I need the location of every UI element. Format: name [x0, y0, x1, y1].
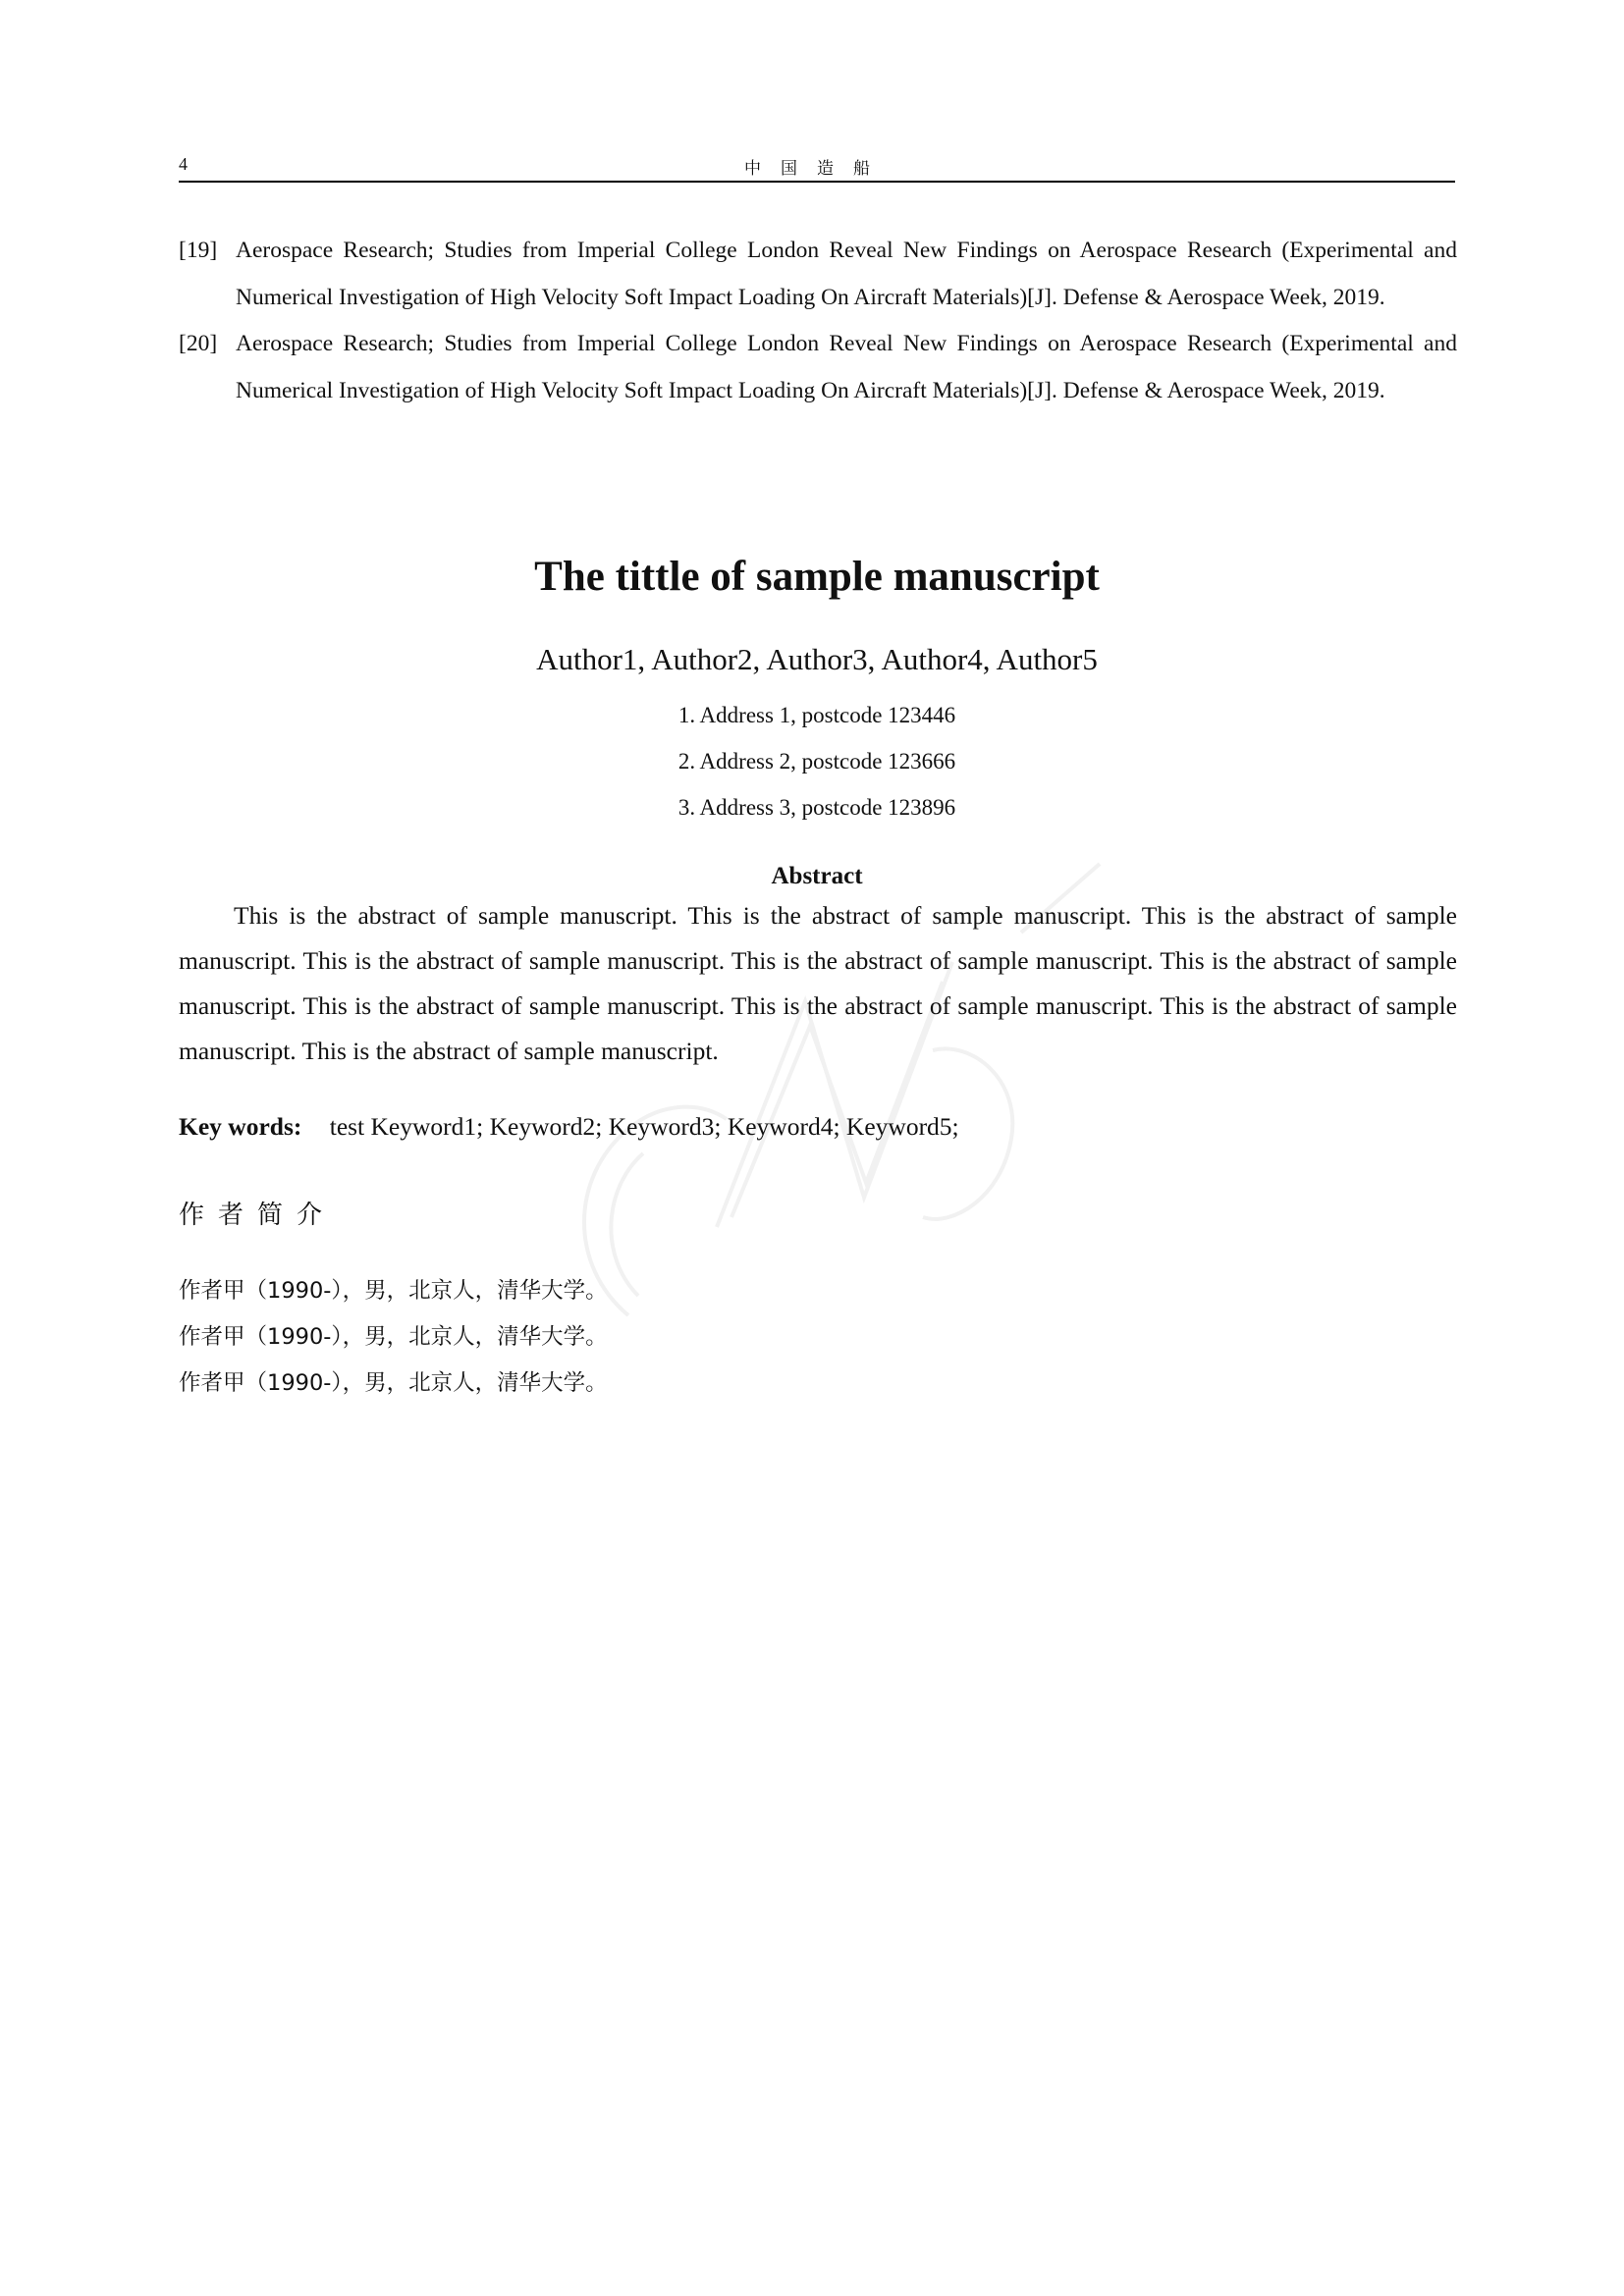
keywords	[179, 1107, 1455, 1147]
page-number: 4	[179, 154, 188, 174]
keywords-label: Key words:	[179, 1112, 302, 1141]
reference-item	[179, 321, 1457, 414]
author-bio-line: 作者甲（1990-），男，北京人，清华大学。	[179, 1370, 608, 1396]
reference-number: [20]	[179, 331, 218, 356]
header-rule	[179, 181, 1455, 183]
affiliation-address: 2. Address 2, postcode 123666	[677, 749, 956, 774]
author-bio-line: 作者甲（1990-），男，北京人，清华大学。	[179, 1278, 608, 1304]
abstract-heading: Abstract	[771, 863, 863, 889]
author-bio-list	[179, 1268, 1062, 1407]
reference-list	[179, 228, 1457, 414]
affiliation-list	[179, 692, 1455, 830]
affiliation-address: 1. Address 1, postcode 123446	[677, 703, 956, 727]
paper-title: The tittle of sample manuscript	[534, 554, 1100, 600]
abstract-body: This is the abstract of sample manuscript. This is the abstract of sample manuscript. This is the abstract of sample manuscript. This is the abstract of sample manuscript. This is the abstract of sample manuscript. This is the abstract of sample manuscript. This is the abstract of sample manuscript. This is the abstract of sample manuscript. This is the abstract of sample manuscript. This is the abstract of sample manuscript.	[179, 901, 1457, 1065]
author-bio-line: 作者甲（1990-），男，北京人，清华大学。	[179, 1324, 608, 1350]
reference-text: Aerospace Research; Studies from Imperial College London Reveal New Findings on Aerospace Research (Experimental and Numerical Investigation of High Velocity Soft Impact Loading On Aircraft Materials)[J]. Defense & Aerospace Week, 2019.	[236, 331, 1457, 403]
author-list: Author1, Author2, Author3, Author4, Author5	[536, 642, 1098, 676]
reference-item	[179, 228, 1457, 321]
reference-text: Aerospace Research; Studies from Imperial College London Reveal New Findings on Aerospace Research (Experimental and Numerical Investigation of High Velocity Soft Impact Loading On Aircraft Materials)[J]. Defense & Aerospace Week, 2019.	[236, 238, 1457, 310]
keywords-value: test Keyword1; Keyword2; Keyword3; Keyword4; Keyword5;	[329, 1112, 959, 1141]
affiliation-address: 3. Address 3, postcode 123896	[677, 795, 956, 820]
running-header	[179, 154, 1455, 184]
author-bio-heading: 作者简介	[179, 1201, 337, 1230]
reference-number: [19]	[179, 238, 218, 263]
journal-name: 中国造船	[744, 159, 890, 179]
